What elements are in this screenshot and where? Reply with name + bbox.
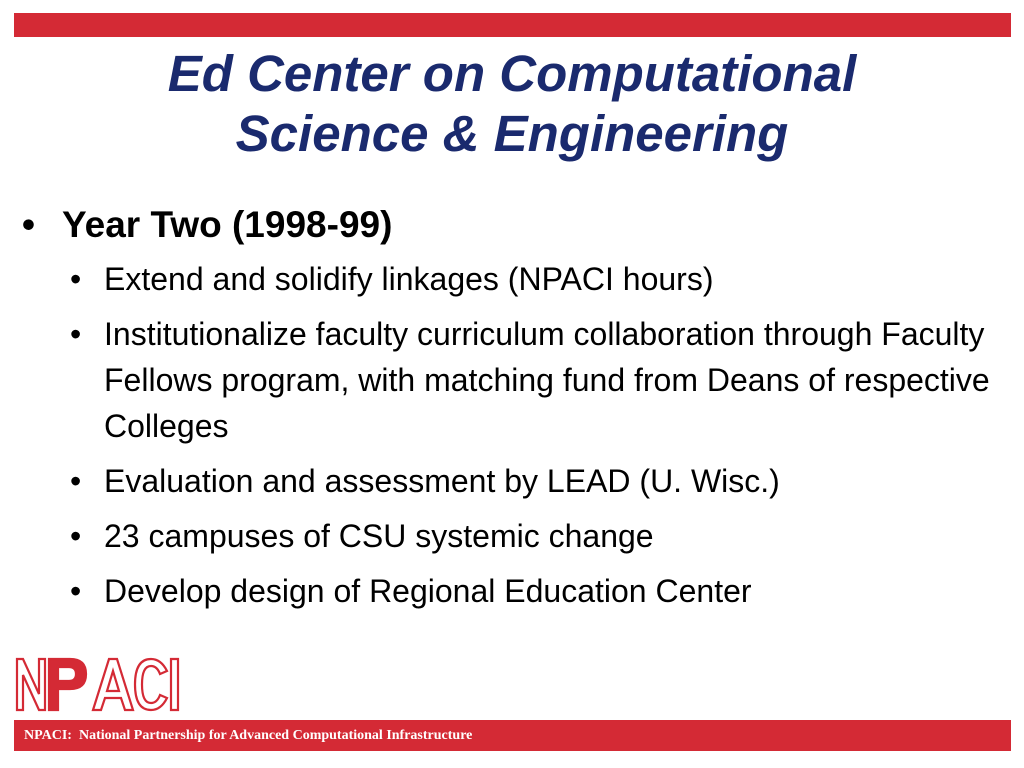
top-accent-bar (14, 13, 1011, 37)
footer-text: NPACI: National Partnership for Advanced Computational Infrastructure (24, 728, 473, 743)
sub-bullet (22, 256, 1002, 302)
main-bullet-text: Year Two (1998-99) (62, 204, 393, 245)
title-line-1: Ed Center on Computational (167, 45, 857, 102)
slide-title (0, 44, 1024, 164)
bullet-list (22, 200, 1002, 623)
bullet-icon: • (70, 463, 82, 499)
sub-bullet-text: Extend and solidify linkages (NPACI hours) (104, 261, 714, 297)
main-bullet (22, 200, 1002, 250)
bullet-icon: • (70, 316, 82, 352)
bullet-icon: • (70, 518, 82, 554)
sub-bullet-text: Develop design of Regional Education Center (104, 573, 752, 609)
sub-bullet-text: 23 campuses of CSU systemic change (104, 518, 654, 554)
sub-bullet (22, 458, 1002, 504)
sub-bullet (22, 513, 1002, 559)
bullet-icon: • (70, 261, 82, 297)
npaci-logo (14, 657, 182, 713)
title-line-2: Science & Engineering (235, 105, 789, 162)
sub-bullet-text: Evaluation and assessment by LEAD (U. Wisc.) (104, 463, 780, 499)
footer-bar (14, 720, 1011, 751)
sub-bullet (22, 568, 1002, 614)
sub-bullet-text: Institutionalize faculty curriculum collaboration through Faculty Fellows program, with matching fund from Deans of respective Colleges (104, 316, 990, 444)
bullet-icon: • (70, 573, 82, 609)
bullet-icon: • (22, 204, 35, 245)
sub-bullet (22, 311, 1002, 449)
